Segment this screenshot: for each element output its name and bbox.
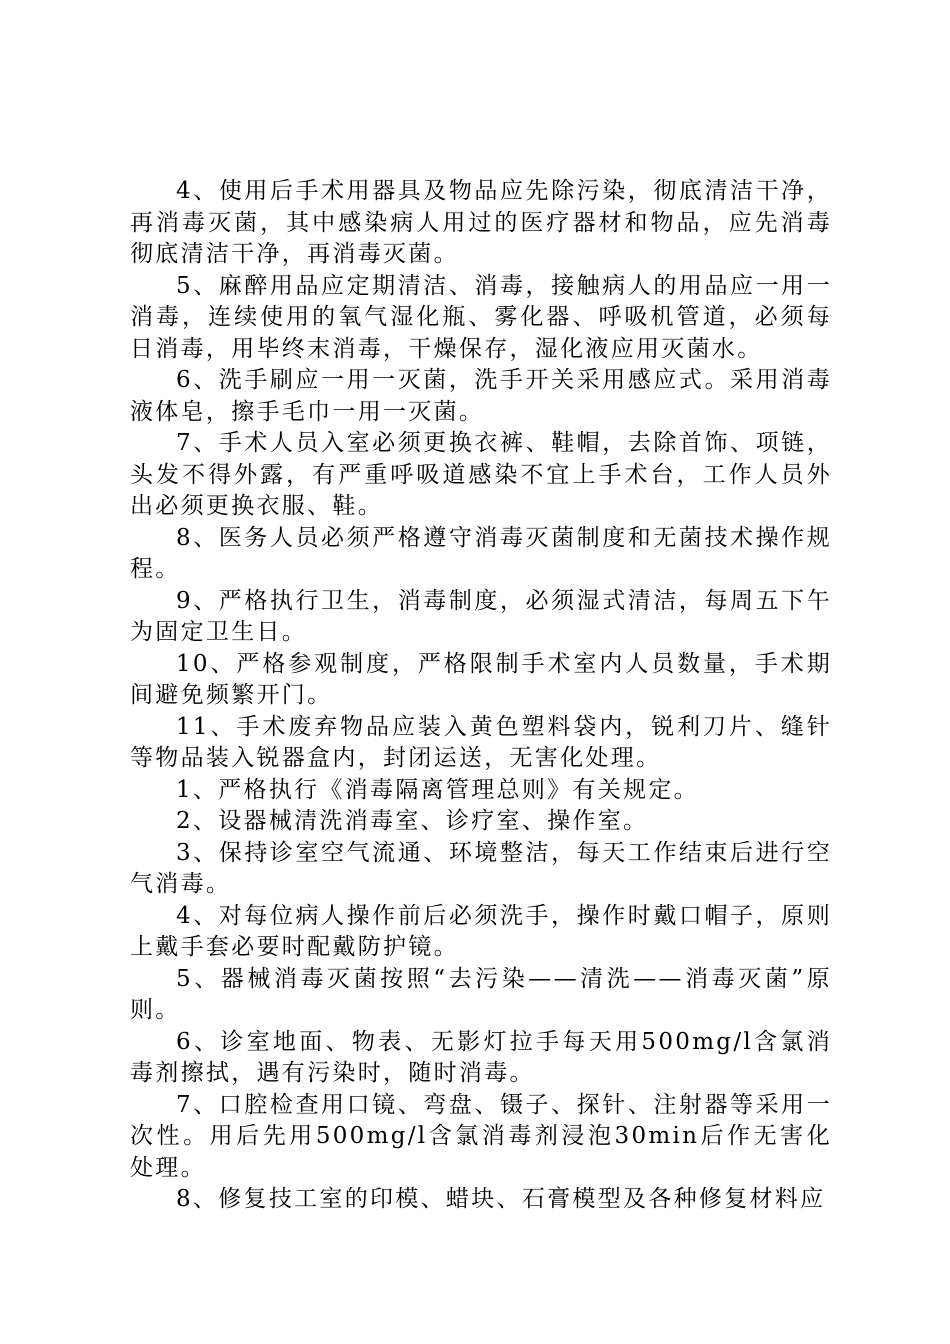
paragraph-surgery-instruments: 4、使用后手术用器具及物品应先除污染，彻底清洁干净，再消毒灭菌，其中感染病人用过的医疗器材和物品，应先消毒彻底清洁干净，再消毒灭菌。 — [130, 178, 832, 267]
paragraph-aseptic-rules: 8、医务人员必须严格遵守消毒灭菌制度和无菌技术操作规程。 — [130, 524, 832, 582]
paragraph-dental-lab: 8、修复技工室的印模、蜡块、石膏模型及各种修复材料应 — [176, 1186, 826, 1212]
paragraph-waste-disposal: 11、手术废弃物品应装入黄色塑料袋内，锐利刀片、缝针等物品装入锐器盒内，封闭运送，无害化处理。 — [130, 713, 832, 771]
paragraph-disposable-tools: 7、口腔检查用口镜、弯盘、镊子、探针、注射器等采用一次性。用后先用500mg/l含氯消毒剂浸泡30min后作无害化处理。 — [130, 1091, 832, 1181]
paragraph-hygiene-day: 9、严格执行卫生，消毒制度，必须湿式清洁，每周五下午为固定卫生日。 — [130, 587, 832, 645]
paragraph-general-rules: 1、严格执行《消毒隔离管理总则》有关规定。 — [176, 776, 699, 803]
paragraph-rooms: 2、设器械清洗消毒室、诊疗室、操作室。 — [176, 808, 649, 834]
paragraph-visitor-control: 10、严格参观制度，严格限制手术室内人员数量，手术期间避免频繁开门。 — [130, 650, 832, 708]
paragraph-hand-brush: 6、洗手刷应一用一灭菌，洗手开关采用感应式。采用消毒液体皂，擦手毛巾一用一灭菌。 — [130, 367, 832, 425]
paragraph-staff-attire: 7、手术人员入室必须更换衣裤、鞋帽，去除首饰、项链，头发不得外露，有严重呼吸道感染不宜上手术台，工作人员外出必须更换衣服、鞋。 — [130, 430, 832, 519]
paragraph-sterilization-principle: 5、器械消毒灭菌按照“去污染——清洗——消毒灭菌”原则。 — [130, 965, 832, 1023]
paragraph-anesthesia-supplies: 5、麻醉用品应定期清洁、消毒，接触病人的用品应一用一消毒，连续使用的氧气湿化瓶、雾化器、呼吸机管道，必须每日消毒，用毕终末消毒，干燥保存，湿化液应用灭菌水。 — [130, 272, 832, 362]
paragraph-surface-cleaning: 6、诊室地面、物表、无影灯拉手每天用500mg/l含氯消毒剂擦拭，遇有污染时，随时消毒。 — [130, 1028, 832, 1086]
paragraph-air-disinfection: 3、保持诊室空气流通、环境整洁，每天工作结束后进行空气消毒。 — [130, 839, 832, 897]
paragraph-hand-washing: 4、对每位病人操作前后必须洗手，操作时戴口帽子，原则上戴手套必要时配戴防护镜。 — [130, 902, 832, 960]
document-body — [130, 176, 832, 1216]
